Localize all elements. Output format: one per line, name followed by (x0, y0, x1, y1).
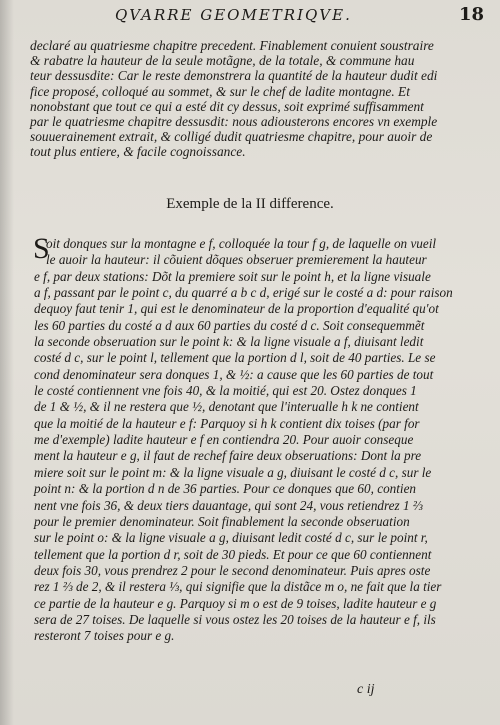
text-line: declaré au quatriesme chapitre precedent. Finablement conuient soustraire (30, 38, 434, 53)
text-line: nonobstant que tout ce qui a esté dit cy dessus, soit exprimé suffisamment (30, 98, 424, 114)
text-line: cond denominateur sera donques 1, & ½: a cause que les 60 parties de tout (34, 366, 434, 382)
text-line: & rabatre la hauteur de la seule motãgne, de la totale, & commune hau (30, 53, 415, 69)
text-line: la seconde obseruation sur le point k: & la ligne visuale a f, diuisant ledit (34, 334, 424, 350)
running-title: QVARRE GEOMETRIQVE. (115, 6, 352, 24)
text-line: costé d c, sur le point l, tellement que la portion d l, soit de 40 parties. Le se (34, 350, 436, 366)
text-line: rez 1 ⅔ de 2, & il restera ⅓, qui signifie que la distãce m o, ne fait que la tier (34, 579, 442, 595)
text-line: point n: & la portion d n de 36 parties. Pour ce donques que 60, contien (34, 481, 417, 497)
text-line: tout plus entiere, & facile cognoissance. (30, 144, 246, 160)
text-line: miere soit sur le point m: & la ligne visuale a g, diuisant le costé d c, sur le (34, 464, 432, 480)
top-paragraph (30, 38, 490, 160)
text-line: fice proposé, colloqué au sommet, & sur le chef de ladite montagne. Et (30, 83, 410, 99)
text-line: sur le point o: & la ligne visuale a g, diuisant ledit costé d c, sur le point r, (34, 530, 428, 546)
section-heading: Exemple de la II difference. (166, 196, 334, 212)
text-line: ment la hauteur e g, il faut de rechef faire deux obseruations: Dont la pre (34, 448, 422, 464)
text-line: souuerainement extrait, & colligé dudit quatriesme chapitre, pour auoir de (30, 129, 433, 145)
drop-cap: S (33, 232, 50, 265)
text-line: le auoir la hauteur: il cõuient dõques obseruer premierement la hauteur (46, 252, 427, 268)
signature-mark: c ij (357, 682, 375, 697)
text-line: a f, passant par le point c, du quarré a b c d, erigé sur le costé a d: pour raison (34, 285, 453, 301)
running-head (0, 6, 500, 28)
text-line: nent vne fois 36, & deux tiers dauantage, qui sont 24, vous retiendrez 1 ⅔ (34, 497, 423, 513)
text-line: ce partie de la hauteur e g. Parquoy si m o est de 9 toises, ladite hauteur e g (34, 595, 437, 611)
text-line: de 1 & ½, & il ne restera que ½, denotant que l'interualle h k ne contient (34, 399, 419, 415)
text-line: par le quatriesme chapitre dessusdit: nous adiousterons encores vn exemple (30, 114, 438, 130)
text-line: resteront 7 toises pour e g. (34, 628, 175, 644)
text-line: que la moitié de la hauteur e f: Parquoy si h k contient dix toises (par for (34, 415, 420, 431)
text-line: dequoy faut tenir 1, qui est le denominateur de la proportion d'equalité qu'ot (34, 301, 439, 317)
text-line: me d'exemple) ladite hauteur e f en contiendra 20. Pour auoir conseque (34, 432, 414, 448)
text-line: les 60 parties du costé a d aux 60 parties du costé d c. Soit consequemmẽt (34, 317, 425, 333)
text-line: le costé contiennent vne fois 40, & la moitié, qui est 20. Ostez donques 1 (34, 383, 417, 399)
text-line: e f, par deux stations: Dõt la premiere soit sur le point h, et la ligne visuale (34, 268, 431, 284)
main-paragraph (33, 232, 490, 645)
text-line: pour le premier denominateur. Soit finablement la seconde obseruation (34, 513, 410, 529)
text-line: sera de 27 toises. De laquelle si vous ostez les 20 toises de la hauteur e f, ils (34, 611, 436, 627)
page-number: 18 (458, 4, 484, 25)
text-line: teur dessusdite: Car le reste demonstrera la quantité de la hauteur dudit edi (30, 68, 438, 84)
text-line: deux fois 30, vous prendrez 2 pour le second denominateur. Puis apres oste (34, 562, 431, 578)
text-line: oit donques sur la montagne e f, colloquée la tour f g, de laquelle on vueil (46, 236, 437, 251)
text-line: tellement que la portion d r, soit de 30 pieds. Et pour ce que 60 contiennent (34, 546, 432, 562)
